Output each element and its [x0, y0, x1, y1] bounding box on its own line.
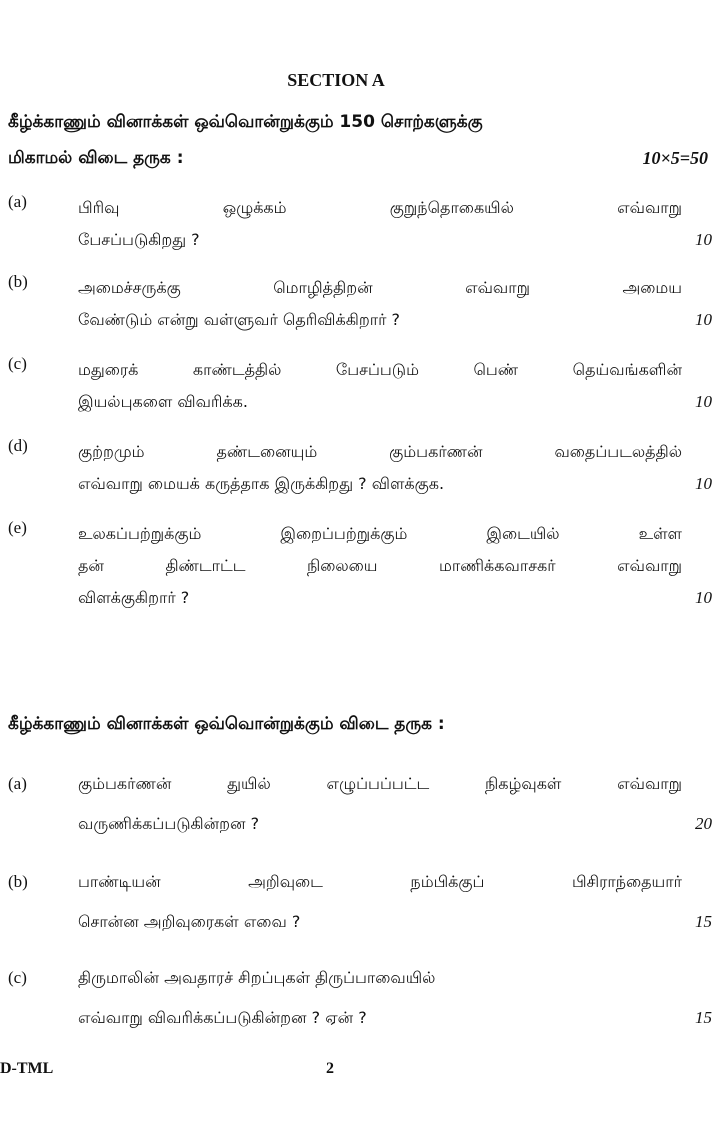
- part2-instruction: [8, 706, 712, 742]
- question-line1: திருமாலின் அவதாரச் சிறப்புகள் திருப்பாவையில்: [78, 968, 436, 987]
- question-2b: [8, 864, 712, 944]
- question-label: (a): [8, 192, 27, 211]
- question-1c: [8, 354, 712, 424]
- part1-instruction-line1: கீழ்க்காணும் வினாக்கள் ஒவ்வொன்றுக்கும் 150 சொற்களுக்கு: [8, 112, 483, 132]
- section-title: SECTION A: [287, 70, 385, 90]
- question-label: (e): [8, 518, 27, 537]
- question-label: (a): [8, 774, 27, 793]
- question-marks: 10: [695, 230, 712, 249]
- question-text: [78, 864, 682, 944]
- part1-total-marks: 10×5=50: [642, 148, 708, 168]
- question-text: [78, 436, 682, 500]
- part1-instruction-line2: மிகாமல் விடை தருக :: [8, 148, 184, 168]
- part1-instruction: [8, 104, 712, 176]
- question-line1: உலகப்பற்றுக்கும் இறைப்பற்றுக்கும் இடையில் உள்ள: [78, 524, 682, 543]
- question-line1: குற்றமும் தண்டனையும் கும்பகர்ணன் வதைப்படலத்தில்: [78, 442, 682, 461]
- question-text: [78, 766, 682, 846]
- question-line2: எவ்வாறு மையக் கருத்தாக இருக்கிறது ? விளக்குக.: [78, 474, 445, 493]
- question-1d: [8, 436, 712, 506]
- paper-code: D-TML: [0, 1060, 54, 1077]
- question-label: (d): [8, 436, 28, 455]
- question-text: [78, 192, 682, 256]
- question-line2: தன் திண்டாட்ட நிலையை மாணிக்கவாசகர் எவ்வாறு: [78, 556, 682, 575]
- question-label: (b): [8, 872, 28, 891]
- question-line2: வருணிக்கப்படுகின்றன ?: [78, 814, 260, 833]
- page-number: 2: [326, 1060, 334, 1077]
- question-line2: வேண்டும் என்று வள்ளுவர் தெரிவிக்கிறார் ?: [78, 310, 401, 329]
- question-line2: இயல்புகளை விவரிக்க.: [78, 392, 248, 411]
- question-line1: கும்பகர்ணன் துயில் எழுப்பப்பட்ட நிகழ்வுகள் எவ்வாறு: [78, 774, 682, 793]
- question-1e: [8, 518, 712, 618]
- question-text: [78, 518, 682, 614]
- question-marks: 15: [695, 912, 712, 931]
- question-label: (b): [8, 272, 28, 291]
- question-marks: 15: [695, 1008, 712, 1027]
- question-marks: 10: [695, 474, 712, 493]
- question-marks: 10: [695, 588, 712, 607]
- question-text: [78, 354, 682, 418]
- question-line2: பேசப்படுகிறது ?: [78, 230, 200, 249]
- question-2a: [8, 766, 712, 846]
- question-line1: மதுரைக் காண்டத்தில் பேசப்படும் பெண் தெய்வங்களின்: [78, 360, 682, 379]
- question-1b: [8, 272, 712, 342]
- part2-instruction-text: கீழ்க்காணும் வினாக்கள் ஒவ்வொன்றுக்கும் விடை தருக :: [8, 714, 445, 734]
- question-line2: சொன்ன அறிவுரைகள் எவை ?: [78, 912, 301, 931]
- question-line1: அமைச்சருக்கு மொழித்திறன் எவ்வாறு அமைய: [78, 278, 682, 297]
- question-marks: 20: [695, 814, 712, 833]
- question-marks: 10: [695, 310, 712, 329]
- question-line2: எவ்வாறு விவரிக்கப்படுகின்றன ? ஏன் ?: [78, 1008, 367, 1027]
- question-line1: பிரிவு ஒழுக்கம் குறுந்தொகையில் எவ்வாறு: [78, 198, 682, 217]
- question-label: (c): [8, 968, 27, 987]
- question-line1: பாண்டியன் அறிவுடை நம்பிக்குப் பிசிராந்தையார்: [78, 872, 682, 891]
- question-text: [78, 272, 682, 336]
- question-1a: [8, 192, 712, 262]
- question-2c: [8, 960, 712, 1040]
- question-text: [78, 960, 682, 1040]
- question-line3: விளக்குகிறார் ?: [78, 588, 190, 607]
- question-marks: 10: [695, 392, 712, 411]
- question-label: (c): [8, 354, 27, 373]
